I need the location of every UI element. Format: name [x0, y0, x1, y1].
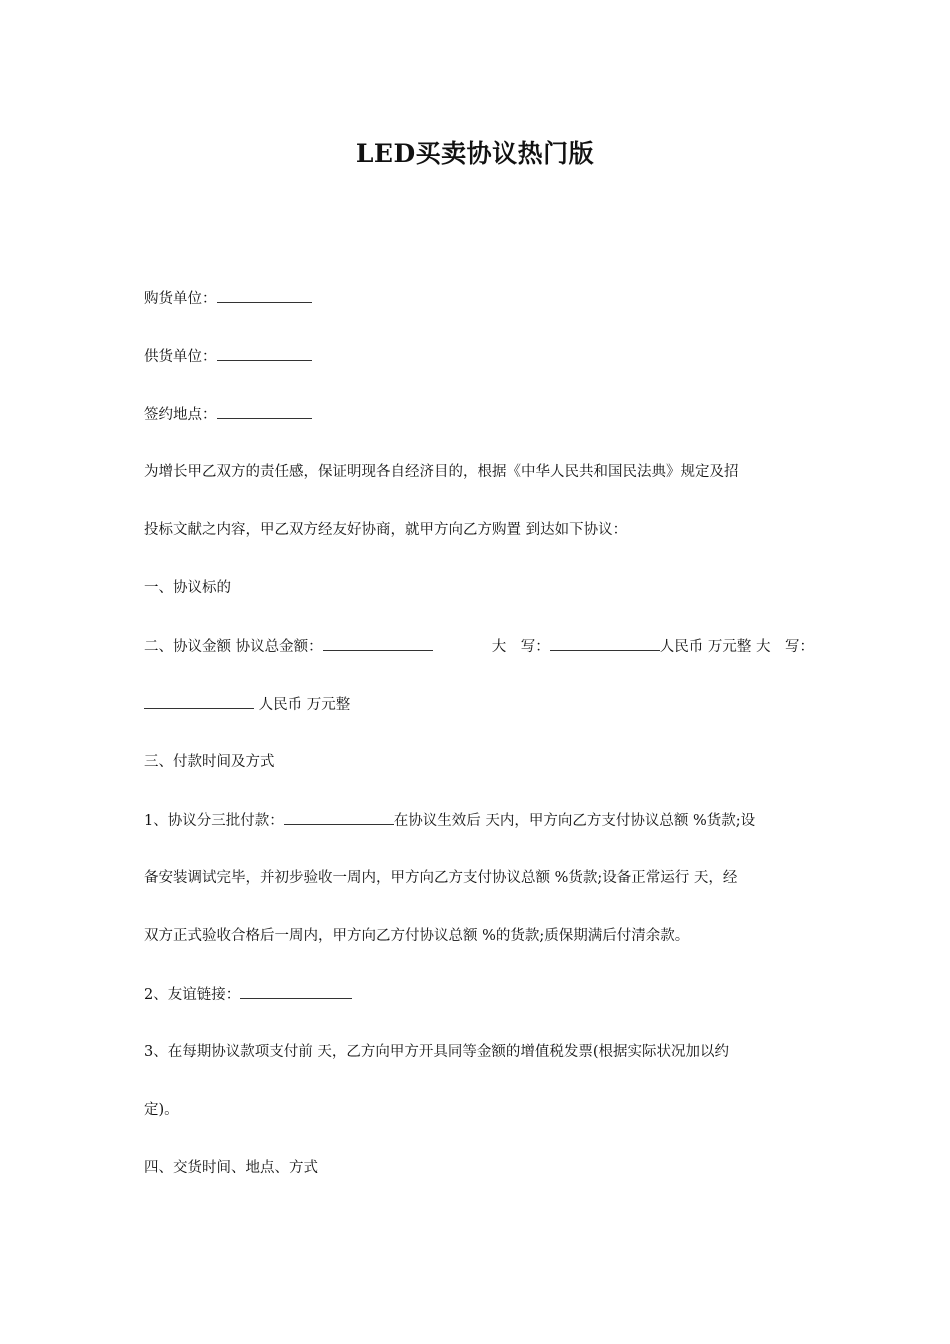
- clause-1-line-3: 双方正式验收合格后一周内，甲方向乙方付协议总额 %的货款;质保期满后付清余款。: [144, 928, 690, 944]
- daxie-blank-2: [144, 694, 254, 709]
- supplier-field: [144, 346, 824, 367]
- rmb-text-1: 人民币 万元整 大 写：: [659, 639, 814, 655]
- sign-place-blank: [217, 404, 312, 419]
- section-4-heading: 四、交货时间、地点、方式: [144, 1160, 318, 1176]
- clause-2-blank: [240, 984, 352, 999]
- section-2-line-2: [144, 694, 824, 715]
- total-amount-blank: [323, 636, 433, 651]
- clause-2-prefix: 2、友谊链接：: [144, 987, 241, 1003]
- rmb-text-2: 人民币 万元整: [258, 697, 351, 713]
- clause-1-prefix: 1、协议分三批付款：: [144, 813, 284, 829]
- section-2-group-b: [492, 636, 814, 657]
- section-1-heading: 一、协议标的: [144, 580, 231, 596]
- document-title: LED买卖协议热门版: [355, 139, 595, 168]
- section-2-group-a: [144, 636, 433, 657]
- clause-1-blank: [284, 810, 394, 825]
- daxie-blank-1: [550, 636, 660, 651]
- sign-place-field: [144, 404, 824, 425]
- clause-2-line: [144, 984, 824, 1005]
- sign-place-label: 签约地点：: [144, 407, 217, 423]
- clause-1-line-1: [144, 810, 824, 831]
- intro-line-1: 为增长甲乙双方的责任感，保证明现各自经济目的，根据《中华人民共和国民法典》规定及招: [144, 464, 739, 480]
- buyer-label: 购货单位：: [144, 291, 217, 307]
- buyer-blank: [217, 288, 312, 303]
- clause-1-rest: 在协议生效后 天内，甲方向乙方支付协议总额 %货款;设: [393, 813, 756, 829]
- supplier-blank: [217, 346, 312, 361]
- clause-3-line-2: 定)。: [144, 1102, 179, 1118]
- daxie-label-1: 大 写：: [491, 639, 550, 655]
- clause-1-line-2: 备安装调试完毕，并初步验收一周内，甲方向乙方支付协议总额 %货款;设备正常运行 天，经: [144, 870, 738, 886]
- section-3-heading: 三、付款时间及方式: [144, 754, 275, 770]
- supplier-label: 供货单位：: [144, 349, 217, 365]
- buyer-field: [144, 288, 824, 309]
- clause-3-line-1: 3、在每期协议款项支付前 天，乙方向甲方开具同等金额的增值税发票(根据实际状况加以约: [144, 1044, 729, 1060]
- section-2-line-1: [144, 636, 814, 657]
- section-2-prefix: 二、协议金额 协议总金额：: [144, 639, 323, 655]
- intro-line-2: 投标文献之内容，甲乙双方经友好协商，就甲方向乙方购置 到达如下协议：: [144, 522, 628, 538]
